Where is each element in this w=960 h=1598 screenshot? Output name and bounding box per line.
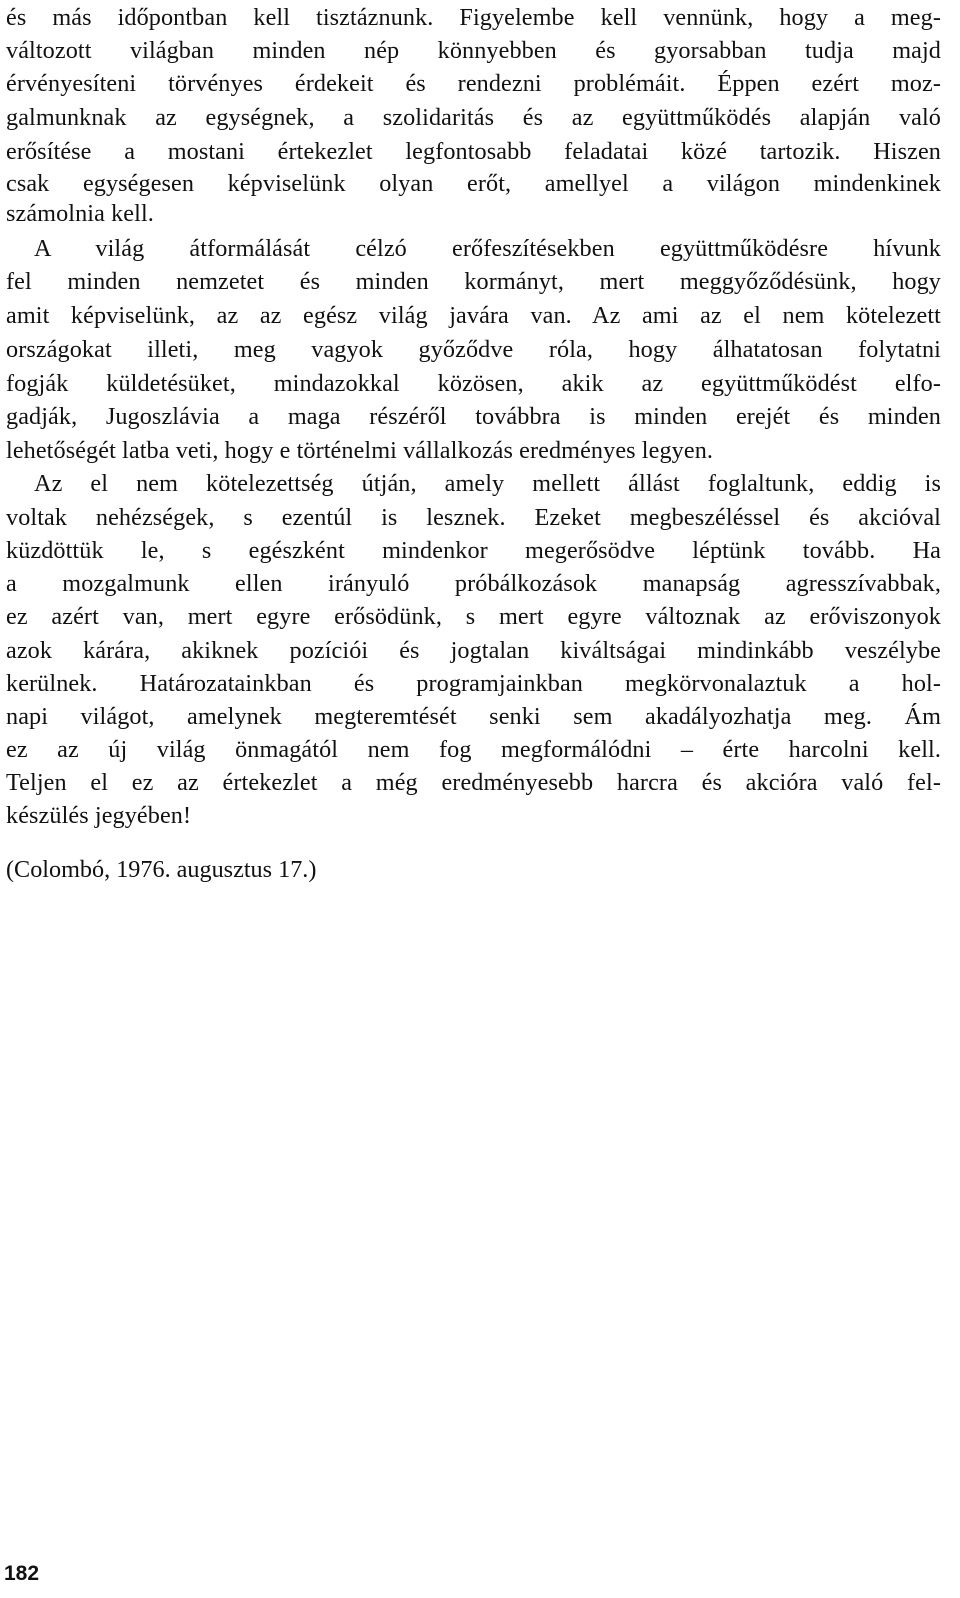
page-number: 182 <box>4 1562 40 1585</box>
text-line: számolnia kell. <box>6 200 154 227</box>
text-line: lehetőségét latba veti, hogy e történelmi vállalkozás eredményes legyen. <box>6 437 714 464</box>
text-line: érvényesíteni törvényes érdekeit és rendezni problémáit. Éppen ezért moz- <box>6 70 941 97</box>
text-line: galmunknak az egységnek, a szolidaritás és az együttműködés alapján való <box>6 104 941 131</box>
text-line: küzdöttük le, s egészként mindenkor megerősödve léptünk tovább. Ha <box>6 537 941 564</box>
text-line: Teljen el ez az értekezlet a még eredményesebb harcra és akcióra való fel- <box>6 769 941 796</box>
text-line: csak egységesen képviselünk olyan erőt, amellyel a világon mindenkinek <box>6 170 941 197</box>
text-line: változott világban minden nép könnyebben és gyorsabban tudja majd <box>6 37 941 64</box>
text-line: azok kárára, akiknek pozíciói és jogtalan kiváltságai mindinkább veszélybe <box>6 637 941 664</box>
text-line: napi világot, amelynek megteremtését senki sem akadályozhatja meg. Ám <box>6 703 941 730</box>
text-line: kerülnek. Határozatainkban és programjainkban megkörvonalaztuk a hol- <box>6 670 941 697</box>
signoff-line: (Colombó, 1976. augusztus 17.) <box>6 856 317 883</box>
text-line: gadják, Jugoszlávia a maga részéről továbbra is minden erejét és minden <box>6 403 941 430</box>
text-line: ez az új világ önmagától nem fog megformálódni – érte harcolni kell. <box>6 736 941 763</box>
text-line: erősítése a mostani értekezlet legfontosabb feladatai közé tartozik. Hiszen <box>6 138 941 165</box>
text-line: készülés jegyében! <box>6 802 192 829</box>
text-line: ez azért van, mert egyre erősödünk, s mert egyre változnak az erőviszonyok <box>6 603 941 630</box>
text-line: fogják küldetésüket, mindazokkal közösen, akik az együttműködést elfo- <box>6 370 941 397</box>
text-line: A világ átformálását célzó erőfeszítésekben együttműködésre hívunk <box>34 235 941 262</box>
text-line: amit képviselünk, az az egész világ javára van. Az ami az el nem kötelezett <box>6 302 941 329</box>
text-line: és más időpontban kell tisztáznunk. Figyelembe kell vennünk, hogy a meg- <box>6 4 941 31</box>
text-line: fel minden nemzetet és minden kormányt, mert meggyőződésünk, hogy <box>6 268 941 295</box>
text-line: országokat illeti, meg vagyok győződve róla, hogy álhatatosan folytatni <box>6 336 941 363</box>
text-line: voltak nehézségek, s ezentúl is lesznek. Ezeket megbeszéléssel és akcióval <box>6 504 941 531</box>
text-line: Az el nem kötelezettség útján, amely mellett állást foglaltunk, eddig is <box>34 470 941 497</box>
text-line: a mozgalmunk ellen irányuló próbálkozások manapság agresszívabbak, <box>6 570 941 597</box>
